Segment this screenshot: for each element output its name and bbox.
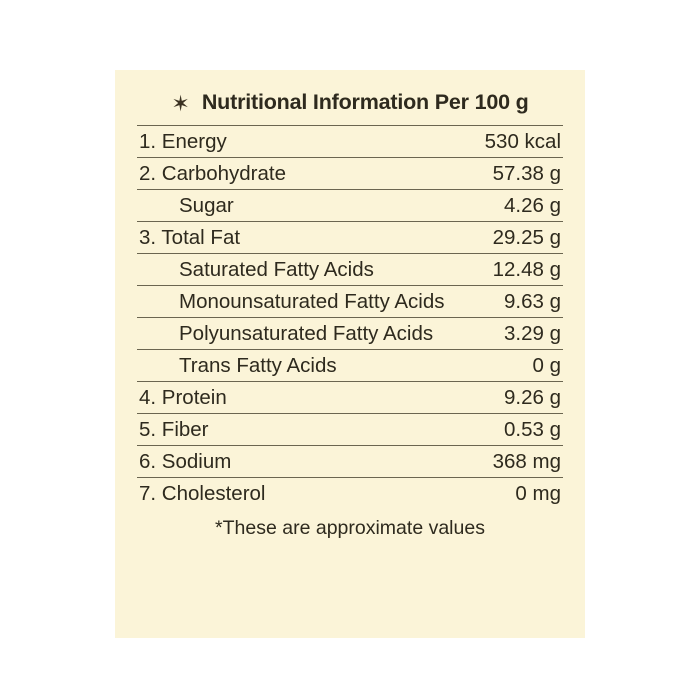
table-row — [137, 190, 563, 222]
nutrient-label: 5. Fiber — [139, 418, 209, 441]
nutrition-header — [115, 70, 585, 125]
nutrient-value: 29.25 g — [492, 226, 561, 249]
table-row — [137, 446, 563, 478]
star-icon: ✶ — [171, 90, 190, 116]
table-row — [137, 478, 563, 509]
table-row — [137, 414, 563, 446]
table-row — [137, 222, 563, 254]
nutrition-facts-panel — [115, 70, 585, 638]
table-row — [137, 158, 563, 190]
table-row — [137, 350, 563, 382]
nutrient-value: 4.26 g — [504, 194, 561, 217]
table-row — [137, 254, 563, 286]
nutrient-label: 6. Sodium — [139, 450, 232, 473]
footnote: *These are approximate values — [215, 517, 485, 539]
nutrient-label: 4. Protein — [139, 386, 227, 409]
nutrient-value: 3.29 g — [504, 322, 561, 345]
nutrient-label: Trans Fatty Acids — [179, 354, 337, 377]
table-row — [137, 382, 563, 414]
page-title: Nutritional Information Per 100 g — [201, 90, 529, 114]
nutrient-value: 368 mg — [492, 450, 561, 473]
table-row — [137, 126, 563, 158]
nutrition-table — [137, 125, 563, 509]
nutrient-label: 7. Cholesterol — [139, 482, 266, 505]
nutrient-label: 2. Carbohydrate — [139, 162, 287, 185]
nutrient-value: 0.53 g — [504, 418, 561, 441]
nutrient-value: 0 mg — [515, 482, 561, 505]
nutrient-label: Saturated Fatty Acids — [179, 258, 374, 281]
nutrient-label: 1. Energy — [139, 130, 227, 153]
nutrient-label: Sugar — [179, 194, 234, 217]
nutrient-value: 57.38 g — [492, 162, 561, 185]
table-row — [137, 286, 563, 318]
nutrient-label: Monounsaturated Fatty Acids — [179, 290, 445, 313]
nutrient-label: Polyunsaturated Fatty Acids — [179, 322, 434, 345]
table-row — [137, 318, 563, 350]
nutrient-value: 530 kcal — [484, 130, 561, 153]
nutrient-label: 3. Total Fat — [139, 226, 241, 249]
nutrient-value: 9.63 g — [504, 290, 561, 313]
nutrient-value: 0 g — [532, 354, 561, 377]
nutrient-value: 9.26 g — [504, 386, 561, 409]
nutrient-value: 12.48 g — [492, 258, 561, 281]
